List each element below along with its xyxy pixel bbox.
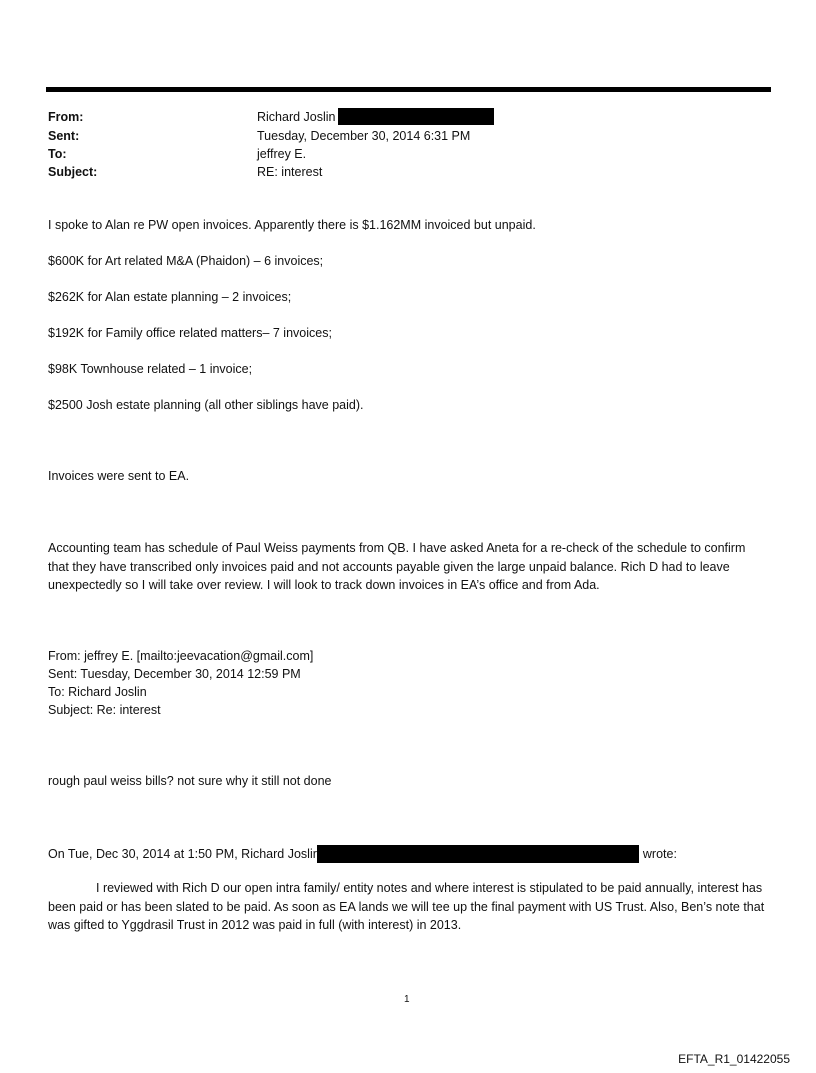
nested-message: I reviewed with Rich D our open intra family/ entity notes and where interest is stipulated to be paid annually, interest has been paid or has been slated to be paid. As soon as EA lands we will tee up the final payment with US Trust. Also, Ben’s note that was gifted to Yggdrasil Trust in 2012 was paid in full (with interest) in 2013.: [48, 881, 765, 932]
quoted-subject: Subject: Re: interest: [48, 703, 161, 717]
page-number: 1: [404, 994, 410, 1005]
on-wrote-line: [48, 845, 677, 863]
sent-value: Tuesday, December 30, 2014 6:31 PM: [257, 129, 471, 143]
quoted-to: To: Richard Joslin: [48, 685, 147, 699]
invoice-item: $98K Townhouse related – 1 invoice;: [48, 362, 253, 376]
quoted-from: From: jeffrey E. [mailto:jeevacation@gmail.com]: [48, 649, 314, 663]
on-wrote-prefix: On Tue, Dec 30, 2014 at 1:50 PM, Richard Joslir: [48, 847, 317, 861]
accounting-paragraph: Accounting team has schedule of Paul Weiss payments from QB. I have asked Aneta for a re-check of the schedule to confirm that they have transcribed only invoices paid and not accounts payable given the large unpaid balance. Rich D had to leave unexpectedly so I will take over review. I will look to track down invoices in EA’s office and from Ada.: [48, 541, 746, 592]
invoices-sent-text: Invoices were sent to EA.: [48, 469, 190, 483]
invoice-item: $262K for Alan estate planning – 2 invoices;: [48, 290, 292, 304]
from-value: Richard Joslin: [257, 108, 494, 126]
to-value: jeffrey E.: [257, 147, 307, 161]
quoted-sent: Sent: Tuesday, December 30, 2014 12:59 PM: [48, 667, 301, 681]
subject-label: Subject:: [48, 165, 98, 179]
invoice-item: $2500 Josh estate planning (all other siblings have paid).: [48, 398, 364, 412]
on-wrote-suffix: wrote:: [642, 847, 677, 861]
to-label: To:: [48, 147, 67, 161]
redaction-block: [338, 108, 494, 125]
invoice-item: $600K for Art related M&A (Phaidon) – 6 invoices;: [48, 254, 324, 268]
header-rule: [46, 87, 771, 92]
subject-value: RE: interest: [257, 165, 323, 179]
from-label: From:: [48, 110, 84, 124]
intro-text: I spoke to Alan re PW open invoices. Apparently there is $1.162MM invoiced but unpaid.: [48, 218, 536, 232]
sent-label: Sent:: [48, 129, 80, 143]
document-id: EFTA_R1_01422055: [678, 1052, 790, 1066]
redaction-block: [317, 845, 639, 863]
quoted-message: rough paul weiss bills? not sure why it still not done: [48, 774, 332, 788]
invoice-item: $192K for Family office related matters– 7 invoices;: [48, 326, 332, 340]
